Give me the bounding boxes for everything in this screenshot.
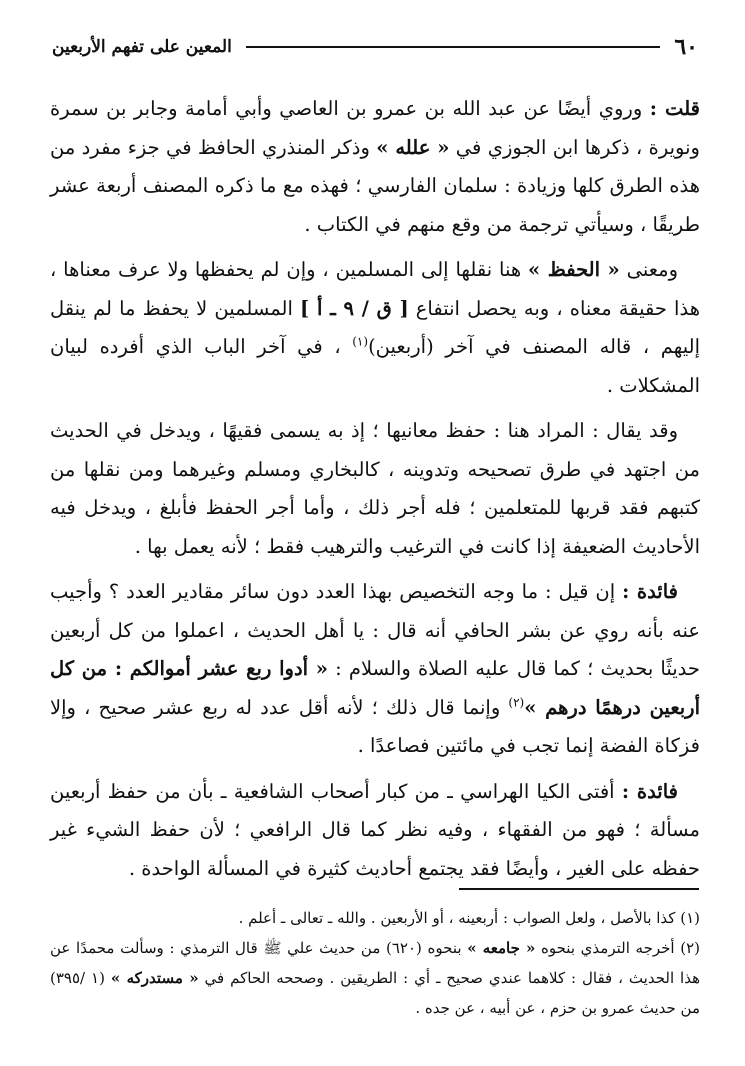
main-text [50, 90, 700, 895]
paragraph-5 [50, 773, 700, 889]
paragraph-text: وقد يقال : المراد هنا : حفظ معانيها ؛ إذ به يسمى فقيهًا ، ويدخل في الحديث من اجتهد في طرق تصحيحه وتدوينه ، كالبخاري ومسلم وغيرهما ومن نقلها من كتبهم فقد قربها للمتعلمين ؛ فله أجر ذلك ، وأما أجر الحفظ فأبلغ ، ويدخل فيه الأحاديث الضعيفة إذا كانت في الترغيب والترهيب فقط ؛ لأنه يعمل بها . [50, 419, 700, 558]
footnote-number: (١) [680, 909, 700, 927]
paragraph-lead: فائدة : [621, 779, 678, 803]
paragraph-3 [50, 412, 700, 566]
footnote-1 [50, 903, 700, 933]
paragraph-text: وروي أيضًا عن عبد الله بن عمرو بن العاصي وأبي أمامة وجابر بن سمرة ونويرة ، ذكرها ابن الجوزي في [50, 97, 700, 159]
footnote-ref-2: (٢) [508, 695, 525, 709]
paragraph-text: أفتى الكيا الهراسي ـ من كبار أصحاب الشافعية ـ بأن من حفظ أربعين مسألة ؛ فهو من الفقهاء ، وفيه نظر كما قال الرافعي ؛ لأن حفظ الشيء غير حفظه على الغير ، وأيضًا فقد يجتمع أحاديث كثيرة في المسألة الواحدة . [50, 779, 700, 880]
footnote-text: (١ /٣٩٥) من حديث عمرو بن حزم ، عن أبيه ، عن جده . [50, 969, 700, 1017]
page-number: ٦٠ [674, 34, 698, 60]
paragraph-2 [50, 251, 700, 405]
paragraph-lead: قلت : [649, 97, 700, 120]
manuscript-marker: [ ق / ٩ ـ أ ] [300, 296, 409, 320]
paragraph-4 [50, 573, 700, 766]
paragraph-text: وإنما قال ذلك ؛ لأنه أقل عدد له ربع عشر صحيح ، وإلا فزكاة الفضة إنما تجب في مائتين فصاعدًا . [50, 695, 700, 757]
book-title: « علله » [376, 135, 450, 159]
header-rule [246, 46, 661, 48]
paragraph-text: ، في آخر الباب الذي أفرده لبيان المشكلات . [50, 335, 700, 397]
footnote-2 [50, 933, 700, 1023]
paragraph-1 [50, 90, 700, 244]
footnote-text: بنحوه (٦٢٠) من حديث علي ﷺ قال الترمذي : وسألت محمدًا عن هذا الحديث ، فقال : كلاهما عندي صحيح ـ أي : الطريقين . وصححه الحاكم في [50, 939, 700, 987]
paragraph-text: ومعنى [619, 258, 678, 281]
footnotes [50, 903, 700, 1023]
footnote-separator [459, 888, 699, 890]
footnote-text: أخرجه الترمذي بنحوه [535, 939, 681, 957]
footnote-text: كذا بالأصل ، ولعل الصواب : أربعينه ، أو الأربعين . والله ـ تعالى ـ أعلم . [238, 909, 681, 927]
footnote-source-title: « جامعه » [467, 939, 536, 957]
paragraph-text: المسلمين لا يحفظ ما لم ينقل إليهم ، قاله المصنف في آخر (أربعين) [50, 296, 700, 358]
footnote-ref-1: (١) [352, 334, 369, 349]
paragraph-text: وذكر المنذري الحافظ في جزء مفرد من هذه الطرق كلها وزيادة : سلمان الفارسي ؛ فهذه مع ما ذكره المصنف أربعة عشر طريقًا ، وسيأتي ترجمة من وقع منهم في الكتاب . [50, 135, 700, 236]
paragraph-text: إن قيل : ما وجه التخصيص بهذا العدد دون سائر مقادير العدد ؟ وأجيب عنه بأنه روي عن بشر الحافي أنه قال : يا أهل الحديث ، اعملوا من كل أربعين حديثًا بحديث ؛ كما قال عليه الصلاة والسلام : [50, 580, 700, 680]
footnote-source-title: « مستدركه » [110, 969, 199, 987]
page-header [52, 30, 698, 64]
footnote-number: (٢) [680, 939, 700, 957]
term-hifz: « الحفظ » [528, 258, 620, 281]
paragraph-lead: فائدة : [622, 580, 678, 603]
hadith-quote: « أدوا ربع عشر أموالكم : من كل أربعين درهمًا درهم » [50, 657, 700, 719]
running-title: المعين على تفهم الأربعين [52, 37, 232, 57]
paragraph-text: هنا نقلها إلى المسلمين ، وإن لم يحفظها ولا عرف معناها ، هذا حقيقة معناه ، وبه يحصل انتفاع [50, 258, 700, 320]
